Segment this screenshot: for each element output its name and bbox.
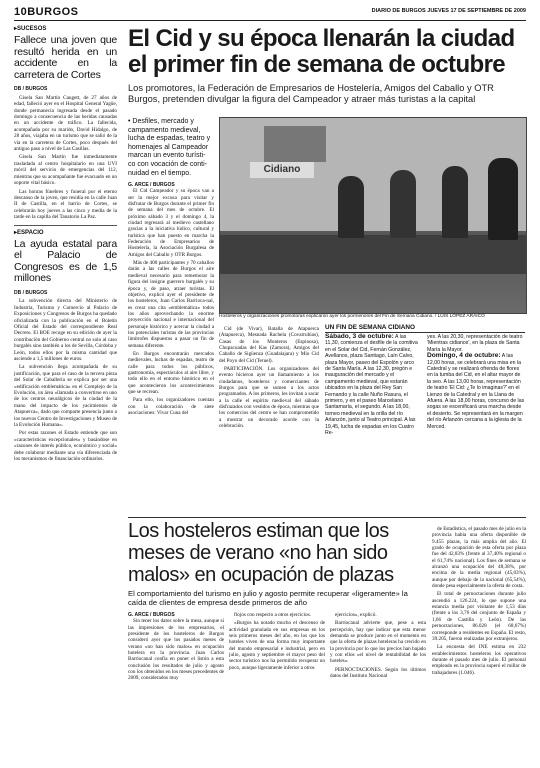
main-highlights [128, 118, 212, 178]
main-body-col1 [128, 182, 214, 418]
main-paragraph: El Cid Campeador y su época van a ser la mejor excusa para visitar y disfrutar de Burgos durante el primer fin de semana del mes de octubre. El próximo sábado 3 y el domingo 4, la ciudad regresará al medievo castellano gracias a la iniciativa lúdico, cultural y turística que han puesto en marcha la Federación de Empresarios de Hostelería, la Asociación Burgalesa de Amigos del Caballo y OTR Burgos. [128, 188, 214, 258]
story2-title: La ayuda estatal para el Palacio de Congresos es de 1,5 millones [14, 237, 117, 285]
story1-paragraph: Las honras fúnebres y funeral por el eterno descanso de la joven, que residía en la calle Juan II de Castilla, en el barrio de Cortes, se celebrarán hoy jueves a las cinco y media de la tarde en la capilla del Tanatorio La Paz. [14, 188, 117, 221]
box-day-label: Sábado, 3 de octubre: [325, 333, 394, 340]
highlight-line: • Desfiles, mercado y [128, 118, 194, 125]
highlight-line: marcan un evento turísti- [128, 152, 206, 160]
press-conference-photo [219, 117, 527, 314]
left-column [14, 26, 117, 465]
main-subheadline: Los promotores, la Federación de Empresarios de Hostelería, Amigos del Caballo y OTR Burgos, pretenden divulgar la figura del Campeador y atraer más turistas a la capital [128, 83, 494, 104]
section-label-sucesos: ▸ SUCESOS [14, 26, 117, 32]
lower-body-col1 [128, 612, 224, 684]
story2-paragraph: La subvención llega acompañada de su justificación, que para el caso de la tercera pieza del Solar de Caballería se explica por ser una «edificación emblemática» en el Complejo de la Evolución, un área «llamada a convertirse en uno de los centros neurálgicos de la ciudad de la mano del impacto de los yacimientos de Atapuerca», dado que comparte presencia junto a los nuevos Centro de Investigaciones y Museo de la Evolución Humana». [14, 364, 117, 429]
lower-paragraph: de Estadística, el pasado mes de julio en la provincia había una oferta disponible de 9.455 plazas, la más amplia del año. El grado de ocupación de esta oferta por plaza fue del 42,83% (frente al 37,40% regional o el 61,74% nacional). Los fines de semana se alcanzó una ocupación del 48,38%, por encima de la media regional (45,03%), aunque por debajo de la nacional (65,54%), donde pesa especialmente la oferta de costa. [432, 526, 526, 590]
lower-body-col2 [229, 612, 325, 673]
highlight-line: lucha de espadas, teatro y [128, 135, 211, 143]
lower-paragraph: La encuesta del INE estima en 232 establecimientos hosteleros los operativos durante el pasado mes de julio. El personal empleado en la provincia superó el millar de trabajadores (1.046). [432, 644, 526, 676]
lower-paragraph: ejercicios», explicó. [335, 612, 377, 618]
main-paragraph: Más de 400 participantes y 70 caballos darán a las calles de Burgos el aire medieval necesario para rememorar la figura del insigne guerrero burgalés y su época y, de paso, atraer turistas. El objetivo, explicó ayer el presidente de los hosteleros, Juan Carlos Barrioca-nal, es crear una cita «emblemática» todos los años aprovechando la enorme proyección nacional e internacional del personaje histórico y acercar la ciudad a los potenciales turistas de las provincias limítrofes dispuestos a pasar un fin de semana diferente. [128, 260, 214, 349]
lower-body-col3 [330, 612, 426, 681]
main-body-col2 [219, 326, 319, 432]
page-dateline: DIARIO DE BURGOS JUEVES 17 DE SEPTIEMBRE DE 2009 [371, 8, 526, 14]
lower-headline: Los hosteleros estiman que los meses de verano «no han sido malos» en ocupación de plazas [128, 520, 394, 586]
story-divider [128, 517, 526, 518]
sidebar-box-col1 [325, 334, 421, 437]
box-day-text: A las 11,30, comienza el desfile de la comitiva en el Solar del Cid, Fernán González, Avellanos, plaza Santiago, Laín Calvo, plaza Mayor, paseo del Espolón y arco de Santa María. A las 12,30, pregón e inauguración del mercado y el campamento medieval, que estarán ubicados en la plaza del Rey San Fernando y la calle Nuño Rasura, el primero, y en el paseo Marceliano Santamaría, el segundo. A las 18,00, torneo medieval en la orilla del río Arlanzón, junto al Teatro principal. A las 19,45, lucha de espadas en los Cuatro Re- [325, 334, 418, 437]
lower-paragraph: flojos con respecto a otros ejercicios. [234, 612, 311, 618]
story1-dateline: DB / BURGOS [14, 86, 48, 93]
box-day-text: A las 12,00 horas, se celebrará una misa en la Catedral y se realizará ofrenda de flores en la tumba del Cid, en el altar mayor de la seo. A las 13,00 horas, representación de teatro 'El Cid: ¿Te lo imaginas?' en el Lienzo de la Catedral y en la Llana de Afuera. A las 18,00 horas, concurso de las sogas se escenificará una marcha desde el desierto. Se representará en la margen del río Arlanzón cercana a la iglesia de la Merced. [427, 353, 525, 430]
box-day-label: Domingo, 4 de octubre: [427, 352, 501, 360]
lower-byline: G. ARCE / BURGOS [128, 612, 175, 618]
sidebar-box-col2 [427, 334, 525, 430]
story2-paragraph: Por estas razones el Estado entiende que son «características excepcionales» y basándose en «razones de interés público, económico y social» debe colaborar mediante una vía diferenciada de los mecanismos de financiación ordinarios. [14, 430, 117, 463]
sidebar-box-title: UN FIN DE SEMANA CIDIANO [325, 324, 525, 333]
page-folio: 10BURGOS [14, 6, 79, 18]
highlight-line: homenajes al Campeador [128, 143, 209, 151]
lower-paragraph: Barriocanal advierte que, pese a esta percepción, hay que indicar que esta menor demanda se produce junto en el momento en que la oferta de plazas hoteleras ha crecido en la provincia por lo que los precios han bajado y con ellos «el nivel de rentabilidad de los hoteles». [330, 620, 426, 665]
photo-sign-text: Cidiano [250, 162, 314, 178]
main-byline: G. ARCE / BURGOS [128, 182, 175, 188]
section-label-espacio: ▸ ESPACIO [14, 230, 117, 236]
story1-title: Fallece una joven que resultó herida en un accidente en la carretera de Cortes [14, 34, 117, 81]
header-rule [14, 20, 526, 21]
main-paragraph: Cid (de Vivar), Batalla de Atapuerca (Atapuerca), Mesnada Rachela (Covarrubias), Casas de los Monteros (Espinosa), Chupacuadas del Kas (Zamora), Amigos del Caballo de Sigüenza (Guadalajara) y Mio Cid del Poyo del Cid (Teruel). [219, 326, 319, 364]
main-paragraph: Para ello, los organizadores cuentan con la colaboración de siete asociaciones: Vivar Cuna del [128, 397, 214, 417]
divider [14, 225, 117, 226]
highlight-line: campamento medieval, [128, 126, 201, 134]
photo-caption: Hosteleros y organizaciones promotoras explicaron ayer los pormenores del Fin de Semana Cidiano. / LUIS LÓPEZ ARAICO [219, 314, 485, 319]
story1-paragraph: Gisela San Martín Caugett, de 27 años de edad, falleció ayer en el Hospital General Yagüe, donde permanecía ingresada desde el pasado domingo a consecuencia de las heridas causadas en un accidente de tráfico. La fallecida, acompañada por su marido, David Hidalgo, de 28 años, viajaba en un turismo que se salió de la vía en la carretera de Cortes, poco después del antiguo paso a nivel de Las Casillas. [14, 94, 117, 153]
main-paragraph: PARTICIPACIÓN. Los organizadores del evento hicieron ayer un llamamiento a los ciudadanos, hosteleros y comerciantes de Burgos para que se sumen a los actos programados. A los primeros, les invitan a sacar a la calle el espíritu medieval del sábado disfrazados con vestidos de época, mientras que los comercios del centro se han comprometido a mostrar un decorado acorde con la celebración. [219, 366, 319, 430]
box-day-text: yes. A las 20,30, representación de teatro 'Mientras cidianos', en la plaza de Santa María la Mayor. [427, 334, 523, 353]
lower-paragraph: PERNOCTACIONES. Según los últimos datos del Instituto Nacional [330, 666, 426, 680]
story1-paragraph: Gisela San Martín fue inmediatamente trasladada al centro hospitalario en una UVI móvil del servicio de emergencias del 112, mientras que su acompañante fue evacuado en un soporte vital básico. [14, 154, 117, 187]
main-paragraph: En Burgos encontrarán mercados medievales, luchas de espadas, teatro de calle para todos los públicos, gastronomía, espectáculos al aire libre, y todo ello en el entorno histórico en el que acontecieron los acontecimientos que se recrean. [128, 350, 214, 395]
lower-paragraph: Sin tener los datos sobre la mesa, aunque sí las impresiones de los empresarios, el presidente de los hosteleros de Burgos consideró ayer que los pasados meses de verano «no han sido malos» en ocupación hotelera en la provincia. Juan Carlos Barriocanal confía en poner el listón a esta conclusión los resultados de julio y agosto con los obtenidos en los meses precedentes de 2009, considerados muy [128, 618, 224, 682]
lower-body-col4 [432, 526, 526, 678]
main-headline: El Cid y su época llenarán la ciudad el primer fin de semana de octubre [128, 25, 515, 78]
highlight-line: nuidad en el tiempo. [128, 169, 192, 177]
lower-subheadline: El comportamiento del turismo en julio y agosto permite recuperar «ligeramente» la caída de clientes de empresa desde primeros de año [128, 589, 408, 607]
story2-dateline: DB / BURGOS [14, 289, 48, 296]
lower-paragraph: «Burgos ha notado mucho el descenso de actividad granulada en sus empresas en los seis primeros meses del año, en los que los hoteles viven de una forma muy importante del mundo empresarial e industrial, pero en julio, agosto y septiembre el mayor peso del sector turístico nos ha permitido recuperar un poco, aunque ligeramente inferior a otros [229, 620, 325, 671]
lower-paragraph: El total de pernoctaciones durante julio ascendió a 126.224, lo que supone una estancia media por visitante de 1,53 días (frente a los 3,76 del conjunto de España y 1,66 de Castilla y León). De las pernoctaciones, 86.028 (el 68,67%) corresponde a residentes en España. El resto, 39.205, fueron realizadas por extranjeros. [432, 591, 526, 642]
highlight-line: co con vocación de conti- [128, 160, 207, 168]
story2-paragraph: La subvención directa del Ministerio de Industria, Turismo y Comercio al Palacio de Exposiciones y Congresos de Burgos ha quedado oficializada con la publicación en el Boletín Oficial del Estado del correspondiente Real Decreto. El BOE recoge en su edición de ayer la contribución del Gobierno central no solo al caso burgalés sino también a los de Sevilla, Córdoba y León, todos ellos por la misma cantidad que asciende a 1,5 millones de euros. [14, 298, 117, 362]
